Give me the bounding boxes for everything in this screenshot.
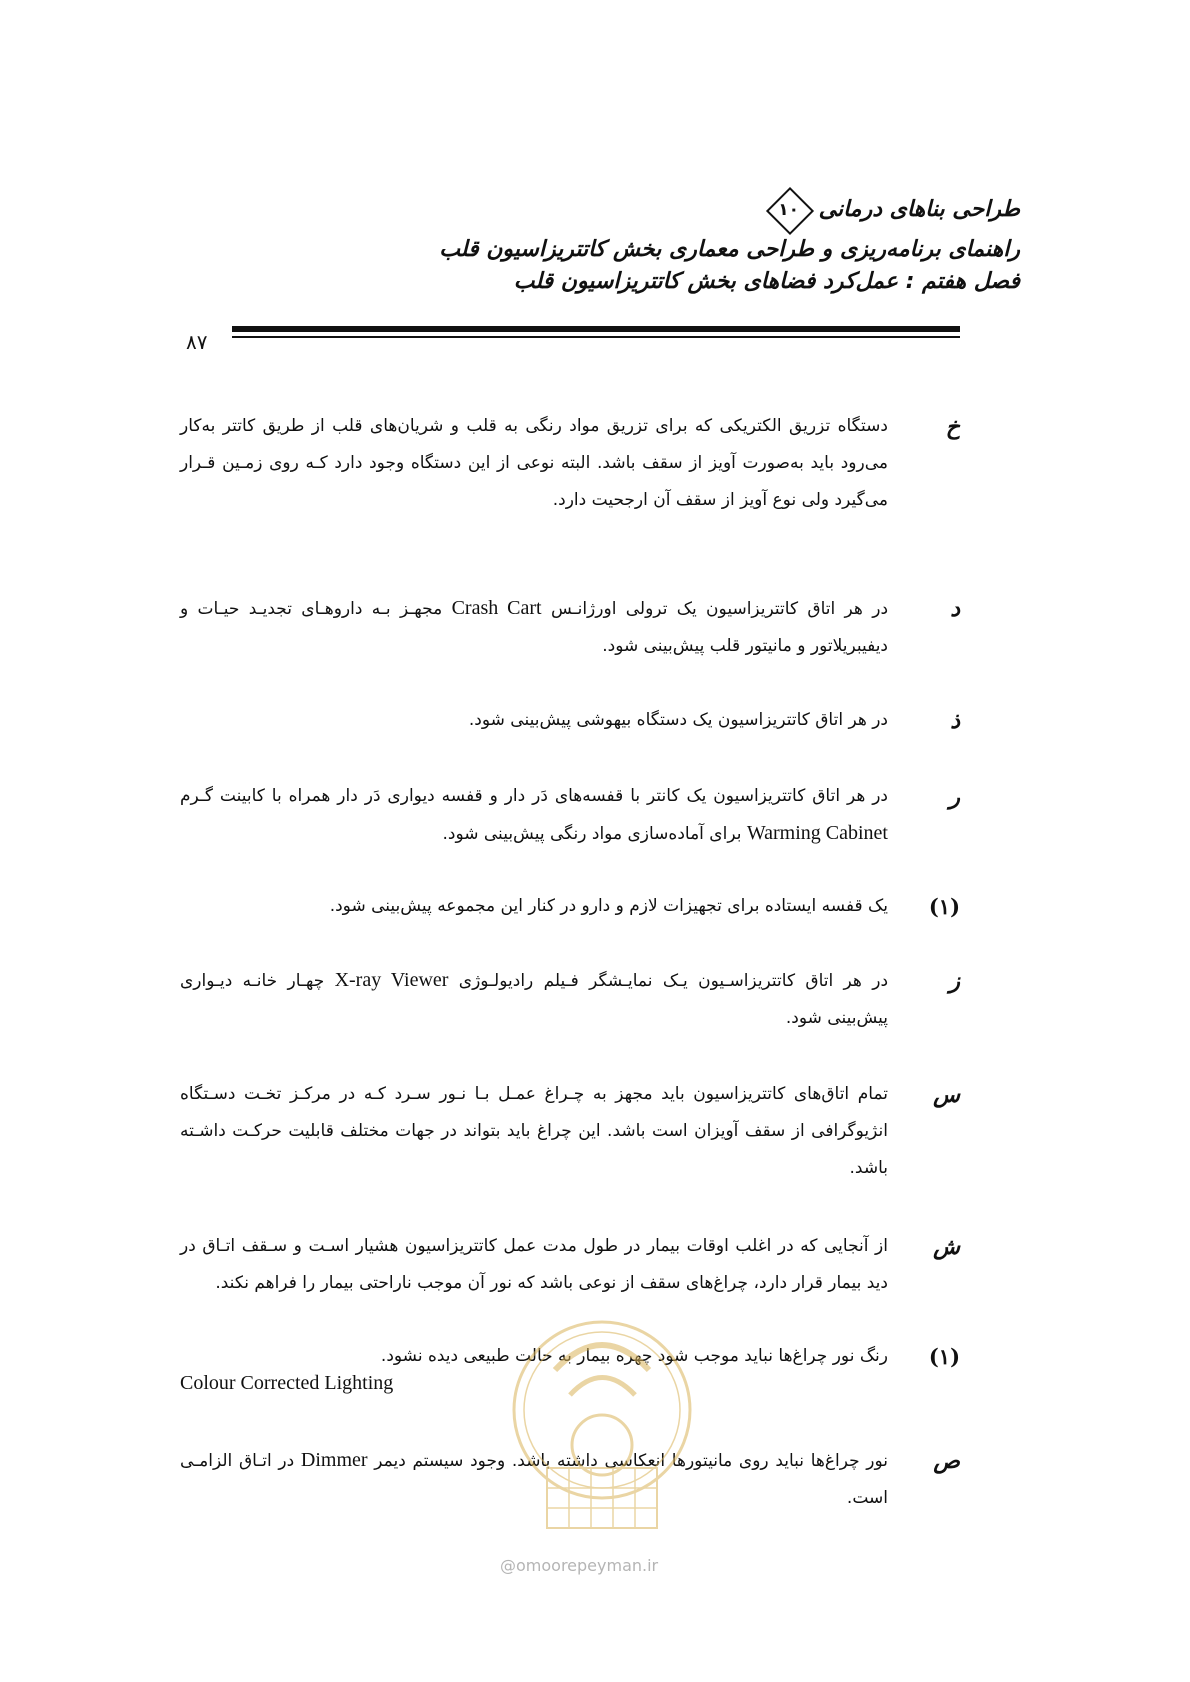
english-term: Dimmer	[300, 1449, 368, 1471]
item-text-part: در هر اتاق کاتتریزاسیون یک ترولی اورژانـس	[550, 599, 889, 619]
list-item	[180, 1228, 960, 1308]
list-item	[180, 888, 960, 928]
watermark-logo	[495, 1300, 710, 1550]
item-text	[180, 778, 888, 853]
english-term: X-ray Viewer	[334, 969, 449, 991]
book-title: راهنمای برنامه‌ریزی و طراحی معماری بخش کاتتریزاسیون قلب	[439, 237, 1020, 262]
list-item	[180, 778, 960, 858]
item-text-part: برای آماده‌سازی مواد رنگی پیش‌بینی شود.	[442, 824, 742, 844]
series-title: طراحی بناهای درمانی	[818, 197, 1020, 222]
page-header	[320, 186, 1020, 298]
subitem-marker: (۱)	[928, 1344, 960, 1369]
item-marker: ز	[949, 968, 960, 994]
header-rule-thin	[232, 336, 960, 338]
item-text-part: در هر اتاق کاتتریزاسیون یک کانتر با قفسه‌های دَر دار و قفسه دیواری دَر دار همراه با کابینت گـرم	[180, 786, 888, 806]
page-number: ۸۷	[186, 330, 208, 354]
english-footnote: Colour Corrected Lighting	[180, 1372, 394, 1394]
list-item	[180, 408, 960, 528]
item-marker: ر	[949, 784, 960, 810]
chapter-title: فصل هفتم : عمل‌کرد فضاهای بخش کاتتریزاسیون قلب	[513, 269, 1020, 294]
item-text: رنگ نور چراغ‌ها نباید موجب شود چهره بیمار به حالت طبیعی دیده نشود.	[380, 1346, 888, 1366]
item-marker: خ	[945, 414, 960, 440]
item-text-part: نور چراغ‌ها نباید روی مانیتورها انعکاسی داشته باشد. وجود سیستم دیمر	[374, 1451, 889, 1471]
item-marker: ص	[933, 1448, 960, 1474]
series-number: ۱۰	[778, 200, 800, 220]
item-text: دستگاه تزریق الکتریکی که برای تزریق مواد رنگی به قلب و شریان‌های قلب از طریق کاتتر به‌کار می‌رود باید به‌صورت آویز از سقف باشد. البته نوعی از این دستگاه وجود دارد کـه روی زمـین قـرار می‌گیرد ولی نوع آویز از سقف آن ارجحیت دارد.	[180, 416, 888, 510]
item-text: در هر اتاق کاتتریزاسیون یک دستگاه بیهوشی پیش‌بینی شود.	[468, 710, 888, 730]
item-text	[180, 590, 888, 665]
watermark-site: @omoorepeyman.ir	[500, 1556, 659, 1575]
list-item	[180, 1076, 960, 1196]
item-text-part: در هر اتاق کاتتریزاسـیون یـک نمایـشگر فـیلم رادیولـوژی	[458, 971, 889, 991]
subitem-marker: (۱)	[928, 894, 960, 919]
list-item	[180, 962, 960, 1042]
english-term: Warming Cabinet	[746, 822, 888, 844]
item-marker: س	[933, 1082, 960, 1108]
item-text	[180, 962, 888, 1037]
list-item	[180, 702, 960, 742]
item-text-part: مجهـز بـه داروهـای تجدیـد حیـات و دیفیبریلاتور و مانیتور قلب پیش‌بینی شود.	[180, 599, 888, 656]
english-term: Crash Cart	[451, 597, 542, 619]
item-text: تمام اتاق‌های کاتتریزاسیون باید مجهز به چـراغ عمـل بـا نـور سـرد کـه در مرکـز تخـت دسـتگاه انژیوگرافی از سقف آویزان است باشد. این چراغ باید بتواند در جهات مختلف قابلیت حرکـت داشـته باشد.	[180, 1084, 888, 1178]
item-marker: د	[950, 596, 960, 622]
series-line	[320, 186, 1020, 234]
item-marker: ذ	[950, 708, 960, 734]
list-item	[180, 590, 960, 670]
item-text: از آنجایی که در اغلب اوقات بیمار در طول مدت عمل کاتتریزاسیون هشیار اسـت و سـقف اتـاق در دید بیمار قرار دارد، چراغ‌های سقف از نوعی باشد که نور آن موجب ناراحتی بیمار را فراهم نکند.	[180, 1236, 888, 1293]
series-number-badge	[765, 186, 813, 234]
item-text-part: در اتـاق الزامـی است.	[180, 1451, 888, 1508]
item-marker: ش	[933, 1234, 960, 1260]
item-text-part: چهـار خانـه دیـواری پیش‌بینی شود.	[180, 971, 888, 1028]
header-rule-thick	[232, 326, 960, 332]
item-text: یک قفسه ایستاده برای تجهیزات لازم و دارو در کنار این مجموعه پیش‌بینی شود.	[329, 896, 888, 916]
